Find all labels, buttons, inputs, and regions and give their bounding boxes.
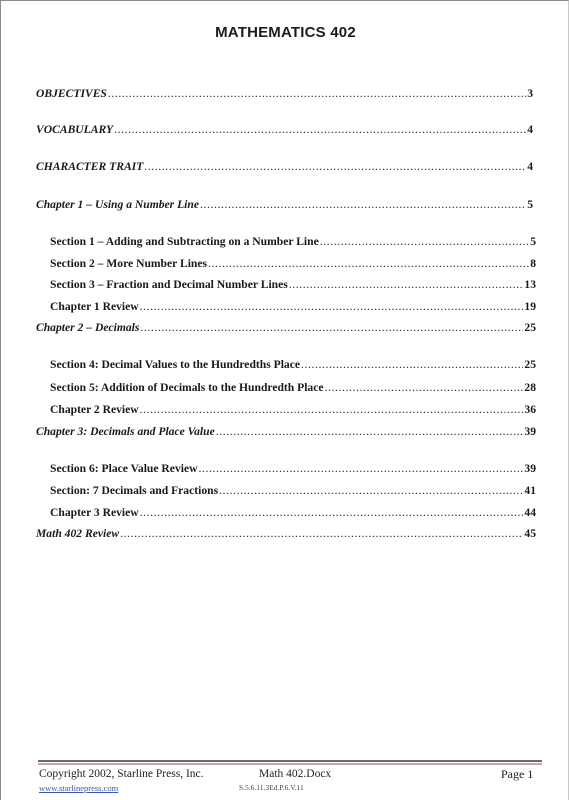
toc-entry-section-7 [50, 484, 536, 497]
leader-dots [140, 321, 523, 334]
toc-entry-section-6 [50, 462, 536, 475]
toc-page-number: 8 [530, 257, 536, 270]
toc-page-number: 3 [527, 87, 533, 100]
toc-page-number: 39 [524, 425, 536, 438]
toc-entry-section-5 [50, 381, 536, 394]
toc-label: Chapter 3 Review [50, 506, 139, 519]
leader-dots [219, 484, 523, 497]
toc-label: Section 2 – More Number Lines [50, 257, 208, 270]
leader-dots [140, 403, 524, 416]
toc-label: Chapter 1 – Using a Number Line [36, 198, 199, 211]
leader-dots [140, 300, 524, 313]
copyright-text: Copyright 2002, Starline Press, Inc. [39, 768, 204, 780]
toc-entry-section-3 [50, 278, 536, 291]
leader-dots [140, 506, 524, 519]
toc-page-number: 5 [527, 198, 533, 211]
leader-dots [120, 527, 523, 540]
toc-page-number: 13 [524, 278, 536, 291]
leader-dots [289, 278, 524, 291]
toc-label: Chapter 2 – Decimals [36, 321, 140, 334]
toc-page-number: 19 [524, 300, 536, 313]
website-link[interactable]: www.starlinepress.com [39, 783, 119, 793]
toc-page-number: 4 [527, 160, 533, 173]
toc-entry-chapter-2 [36, 321, 536, 334]
toc-page-number: 5 [530, 235, 536, 248]
leader-dots [208, 257, 529, 270]
toc-page-number: 25 [524, 321, 536, 334]
document-title: MATHEMATICS 402 [215, 24, 356, 41]
toc-page-number: 25 [524, 358, 536, 371]
toc-entry-section-4 [50, 358, 536, 371]
toc-label: Section 1 – Adding and Subtracting on a Number Line [50, 235, 319, 248]
toc-entry-chapter-1 [36, 198, 533, 211]
leader-dots [198, 462, 523, 475]
toc-page-number: 39 [524, 462, 536, 475]
toc-page-number: 36 [524, 403, 536, 416]
leader-dots [301, 358, 523, 371]
footer-rule-accent [38, 763, 542, 765]
leader-dots [114, 123, 526, 136]
footer-rule [38, 760, 542, 762]
toc-label: Section 5: Addition of Decimals to the Hundredth Place [50, 381, 324, 394]
toc-page-number: 45 [524, 527, 536, 540]
toc-entry-character-trait [36, 160, 533, 173]
filename-text: Math 402.Docx [259, 768, 332, 780]
leader-dots [200, 198, 526, 211]
leader-dots [216, 425, 524, 438]
toc-label: Section 6: Place Value Review [50, 462, 198, 475]
toc-label: Section: 7 Decimals and Fractions [50, 484, 219, 497]
toc-page-number: 44 [524, 506, 536, 519]
toc-entry-chapter-2-review [50, 403, 536, 416]
leader-dots [320, 235, 529, 248]
toc-label: Chapter 1 Review [50, 300, 139, 313]
page-number: Page 1 [501, 767, 534, 781]
version-code: S.5.6.11.3Ed.P.6.V.11 [239, 783, 304, 792]
toc-page-number: 28 [524, 381, 536, 394]
toc-entry-section-1 [50, 235, 536, 248]
toc-entry-objectives [36, 87, 533, 100]
toc-entry-vocabulary [36, 123, 533, 136]
toc-label: Section 4: Decimal Values to the Hundredths Place [50, 358, 301, 371]
toc-label: Math 402 Review [36, 527, 120, 540]
toc-entry-chapter-1-review [50, 300, 536, 313]
toc-label: CHARACTER TRAIT [36, 160, 144, 173]
toc-page-number: 4 [527, 123, 533, 136]
toc-entry-math-402-review [36, 527, 536, 540]
toc-label: Chapter 2 Review [50, 403, 139, 416]
toc-entry-chapter-3-review [50, 506, 536, 519]
leader-dots [108, 87, 526, 100]
toc-label: Chapter 3: Decimals and Place Value [36, 425, 215, 438]
toc-label: Section 3 – Fraction and Decimal Number Lines [50, 278, 288, 291]
leader-dots [325, 381, 524, 394]
toc-page-number: 41 [524, 484, 536, 497]
leader-dots [144, 160, 526, 173]
toc-label: VOCABULARY [36, 123, 114, 136]
toc-label: OBJECTIVES [36, 87, 107, 100]
toc-entry-section-2 [50, 257, 536, 270]
toc-entry-chapter-3 [36, 425, 536, 438]
